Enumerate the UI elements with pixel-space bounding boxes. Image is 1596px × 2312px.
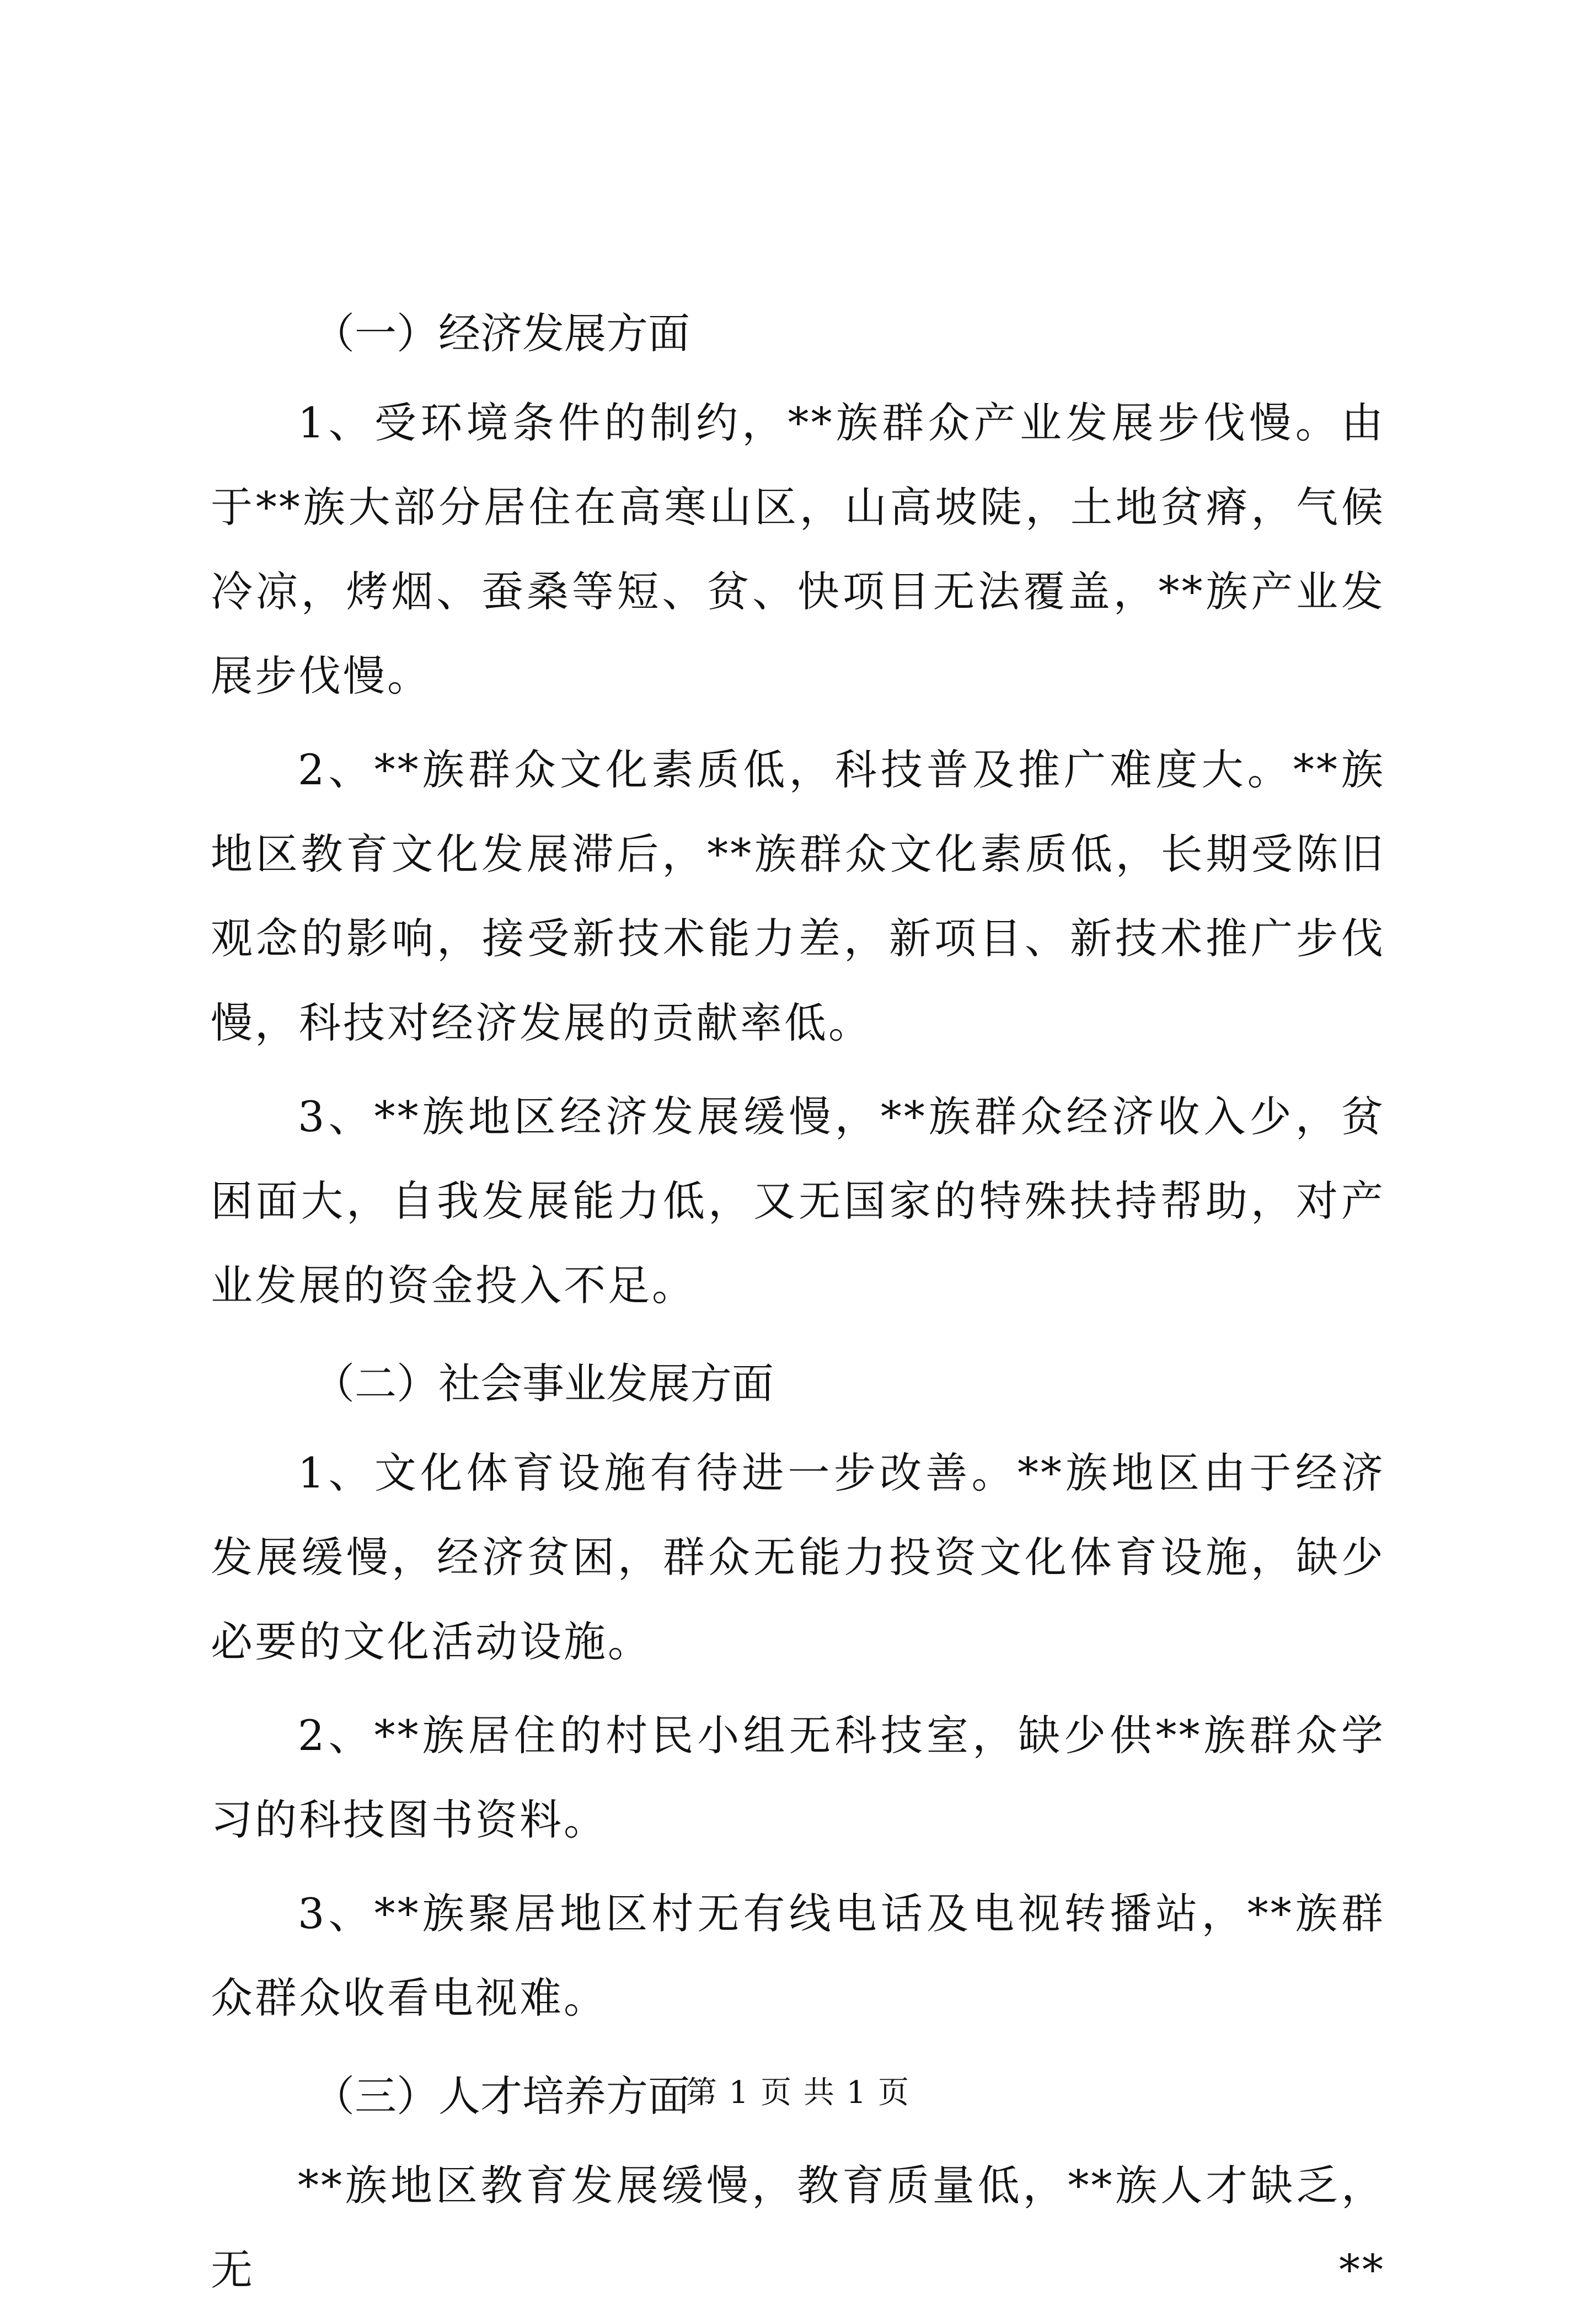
paragraph-economy-1: 1、受环境条件的制约，**族群众产业发展步伐慢。由于**族大部分居住在高寒山区，山高坡陡，土地贫瘠，气候冷凉，烤烟、蚕桑等短、贫、快项目无法覆盖，**族产业发展步伐慢。: [211, 398, 1385, 700]
paragraph-social-2: 2、**族居住的村民小组无科技室，缺少供**族群众学习的科技图书资料。: [211, 1711, 1385, 1844]
paragraph-talent-1: **族地区教育发展缓慢，教育质量低，**族人才缺乏，无**: [211, 2161, 1385, 2294]
section-heading-social: （二）社会事业发展方面: [313, 1359, 774, 1408]
paragraph-economy-2: 2、**族群众文化素质低，科技普及推广难度大。**族地区教育文化发展滞后，**族群众文化素质低，长期受陈旧观念的影响，接受新技术能力差，新项目、新技术推广步伐慢，科技对经济发展的贡献率低。: [211, 745, 1385, 1047]
section-heading-talent: （三）人才培养方面: [313, 2072, 690, 2121]
paragraph-social-3: 3、**族聚居地区村无有线电话及电视转播站，**族群众群众收看电视难。: [211, 1889, 1385, 2022]
document-body: [211, 287, 1385, 2312]
paragraph-economy-3: 3、**族地区经济发展缓慢，**族群众经济收入少，贫困面大，自我发展能力低，又无国家的特殊扶持帮助，对产业发展的资金投入不足。: [211, 1092, 1385, 1310]
section-heading-economy: （一）经济发展方面: [313, 309, 690, 358]
page-number-footer: 第 1 页 共 1 页: [685, 2075, 911, 2111]
paragraph-social-1: 1、文化体育设施有待进一步改善。**族地区由于经济发展缓慢，经济贫困，群众无能力投资文化体育设施，缺少必要的文化活动设施。: [211, 1448, 1385, 1666]
